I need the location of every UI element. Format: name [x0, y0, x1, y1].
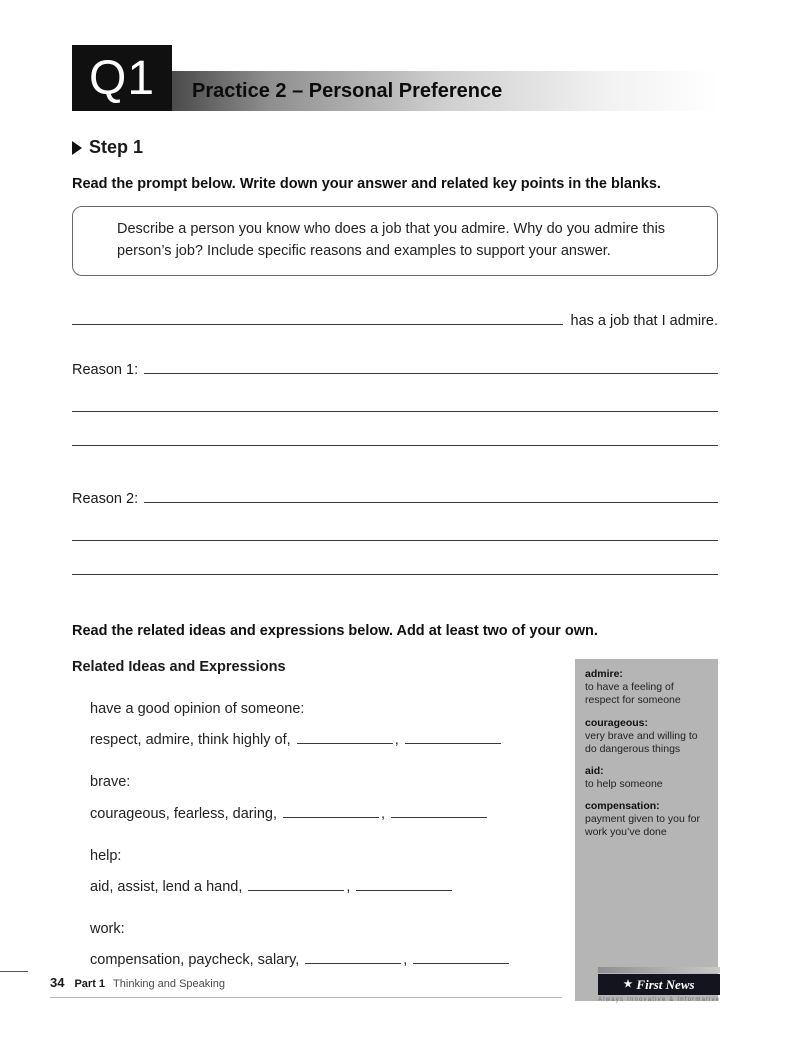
idea-words: compensation, paycheck, salary,	[90, 952, 300, 969]
vocab-definition: to help someone	[585, 778, 663, 791]
fill-in-line	[72, 445, 718, 446]
idea-words-line	[90, 802, 547, 821]
comma-separator: ,	[346, 878, 351, 895]
page-title: Practice 2 – Personal Preference	[192, 79, 503, 102]
fill-in-line	[72, 540, 718, 541]
idea-item	[90, 848, 547, 895]
idea-words: courageous, fearless, daring,	[90, 805, 277, 822]
page-number: 34	[50, 975, 65, 990]
idea-label: help:	[90, 847, 122, 864]
triangle-bullet-icon	[72, 141, 82, 155]
fill-in-blank	[356, 876, 452, 891]
answer-line	[72, 310, 718, 329]
vocab-definition: payment given to you for work you’ve done	[585, 813, 700, 839]
page-footer	[0, 967, 800, 1011]
vocab-term: courageous:	[585, 716, 649, 729]
margin-tick-line	[0, 971, 28, 972]
fill-in-blank	[391, 802, 487, 817]
prompt-text: Describe a person you know who does a job that you admire. Why do you admire this person’s job? Include specific reasons and examples to support your answer.	[117, 221, 666, 259]
idea-label: work:	[90, 920, 125, 937]
publisher-logo	[598, 967, 720, 1003]
part-label: Part 1	[74, 978, 106, 990]
idea-words: respect, admire, think highly of,	[90, 732, 291, 749]
vocab-term: aid:	[585, 764, 604, 777]
ideas-heading: Related Ideas and Expressions	[72, 659, 286, 676]
comma-separator: ,	[403, 952, 408, 969]
fill-in-blank	[72, 310, 563, 325]
instruction-text-2: Read the related ideas and expressions below. Add at least two of your own.	[72, 623, 598, 640]
vocab-term: compensation:	[585, 800, 660, 813]
idea-item	[90, 774, 547, 821]
section-label: Thinking and Speaking	[113, 978, 225, 990]
question-badge: Q1	[72, 45, 172, 111]
fill-in-blank	[144, 359, 718, 374]
page-header	[72, 45, 718, 111]
idea-words-line	[90, 876, 547, 895]
fill-in-blank	[413, 949, 509, 964]
vocab-entry	[585, 765, 708, 791]
logo-text: First News	[636, 976, 695, 992]
idea-label: brave:	[90, 774, 131, 791]
fill-in-blank	[405, 729, 501, 744]
title-bar	[172, 71, 718, 111]
vocab-term: admire:	[585, 668, 623, 681]
fill-in-blank	[297, 729, 393, 744]
vocab-entry	[585, 800, 708, 839]
fill-in-line	[72, 574, 718, 575]
vocab-definition: very brave and willing to do dangerous things	[585, 729, 698, 755]
vocab-definition: to have a feeling of respect for someone	[585, 681, 681, 707]
comma-separator: ,	[394, 732, 399, 749]
idea-label: have a good opinion of someone:	[90, 701, 305, 718]
step-heading	[72, 137, 718, 158]
star-icon: ★	[623, 979, 633, 990]
instruction-text-1: Read the prompt below. Write down your answer and related key points in the blanks.	[72, 176, 661, 192]
reason-2-label: Reason 2:	[72, 491, 139, 508]
fill-in-blank	[144, 488, 718, 503]
ideas-section	[72, 659, 721, 1003]
comma-separator: ,	[381, 805, 386, 822]
answer-suffix: has a job that I admire.	[570, 312, 718, 329]
vocab-sidebar	[575, 659, 721, 1003]
reason-2-row	[72, 488, 718, 507]
prompt-box	[72, 206, 718, 276]
logo-wordmark	[598, 974, 720, 995]
vocab-entry	[585, 668, 708, 707]
logo-tagline: Always Innovative & Informative	[598, 997, 721, 1003]
fill-in-blank	[305, 949, 401, 964]
idea-item	[90, 701, 547, 748]
ideas-column	[72, 659, 575, 968]
fill-in-blank	[248, 876, 344, 891]
idea-words-line	[90, 729, 547, 748]
idea-item	[90, 921, 547, 968]
vocab-entry	[585, 717, 708, 756]
footer-pagination	[50, 975, 562, 998]
idea-words: aid, assist, lend a hand,	[90, 878, 243, 895]
fill-in-line	[72, 411, 718, 412]
idea-words-line	[90, 949, 547, 968]
logo-top-bar	[598, 967, 720, 973]
step-label: Step 1	[89, 137, 144, 157]
fill-in-blank	[283, 802, 379, 817]
reason-1-row	[72, 359, 718, 378]
reason-1-label: Reason 1:	[72, 361, 139, 378]
